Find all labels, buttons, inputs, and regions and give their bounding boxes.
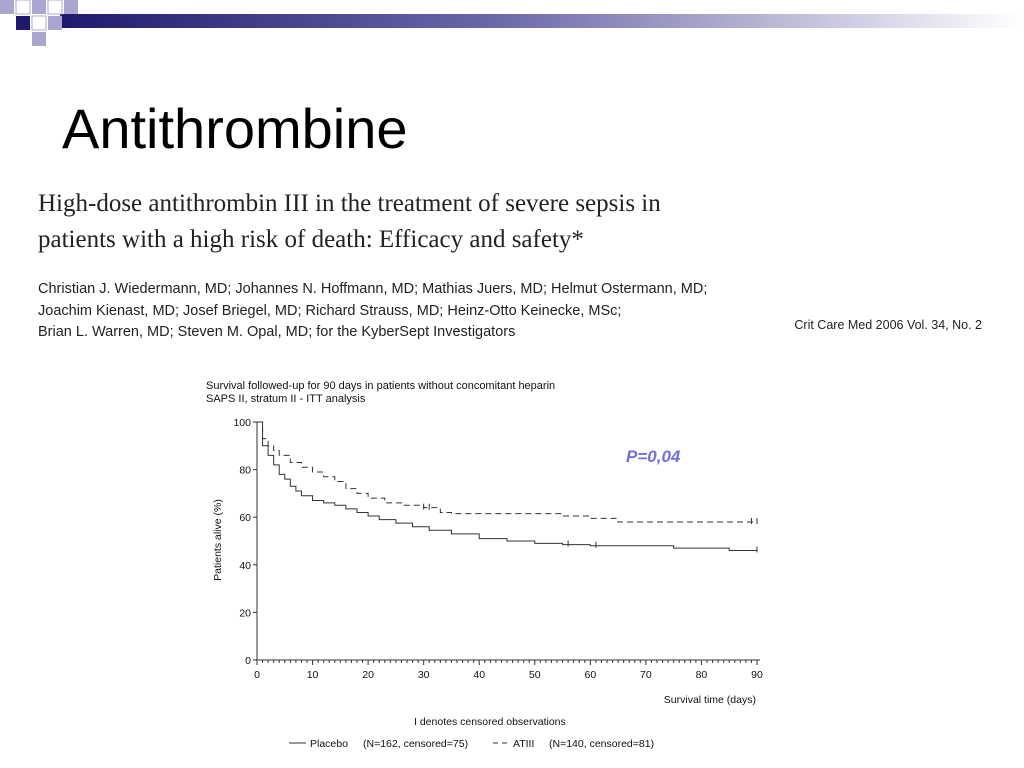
y-tick-label: 100 xyxy=(233,417,251,429)
censor-footnote: I denotes censored observations xyxy=(414,716,566,728)
paper-title-line: patients with a high risk of death: Efficacy and safety* xyxy=(38,226,584,253)
y-tick-label: 20 xyxy=(239,607,251,620)
x-tick-label: 60 xyxy=(584,669,597,681)
placebo-survival-curve xyxy=(257,422,757,551)
y-axis-label: Patients alive (%) xyxy=(212,499,224,581)
y-tick-label: 40 xyxy=(239,559,251,572)
slide-title: Antithrombine xyxy=(62,97,408,160)
journal-citation: Crit Care Med 2006 Vol. 34, No. 2 xyxy=(794,318,982,332)
x-tick-label: 10 xyxy=(306,669,319,681)
atiii-survival-curve xyxy=(257,422,757,522)
y-tick-label: 80 xyxy=(239,464,251,477)
paper-title xyxy=(38,186,778,258)
legend-atiii-name: ATIII xyxy=(513,738,535,750)
chart-subtitle: SAPS II, stratum II - ITT analysis xyxy=(206,393,366,405)
x-tick-label: 50 xyxy=(528,669,541,681)
legend-placebo-name: Placebo xyxy=(310,738,348,750)
slide-header-decoration xyxy=(0,0,1024,60)
x-tick-label: 70 xyxy=(640,669,652,681)
y-tick-label: 60 xyxy=(239,512,251,525)
survival-chart xyxy=(200,370,780,760)
x-tick-label: 40 xyxy=(473,669,486,681)
x-tick-label: 80 xyxy=(695,669,708,681)
legend-atiii-stats: (N=140, censored=81) xyxy=(549,738,655,750)
author-list xyxy=(38,279,783,344)
x-tick-label: 20 xyxy=(362,669,374,681)
paper-title-line: High-dose antithrombin III in the treatment of severe sepsis in xyxy=(38,190,661,217)
x-tick-label: 30 xyxy=(417,669,430,681)
x-tick-label: 0 xyxy=(254,669,260,681)
y-tick-label: 0 xyxy=(245,655,251,667)
chart-title: Survival followed-up for 90 days in patients without concomitant heparin xyxy=(206,380,556,392)
x-axis-label: Survival time (days) xyxy=(663,694,756,706)
legend-placebo-stats: (N=162, censored=75) xyxy=(363,738,469,750)
author-line: Christian J. Wiedermann, MD; Johannes N. Hoffmann, MD; Mathias Juers, MD; Helmut Ostermann, MD; xyxy=(38,281,708,297)
x-tick-label: 90 xyxy=(751,669,763,681)
author-line: Joachim Kienast, MD; Josef Briegel, MD; Richard Strauss, MD; Heinz-Otto Keinecke, MSc; xyxy=(38,302,622,319)
p-value-annotation: P=0,04 xyxy=(626,447,681,466)
author-line: Brian L. Warren, MD; Steven M. Opal, MD; for the KyberSept Investigators xyxy=(38,324,516,340)
